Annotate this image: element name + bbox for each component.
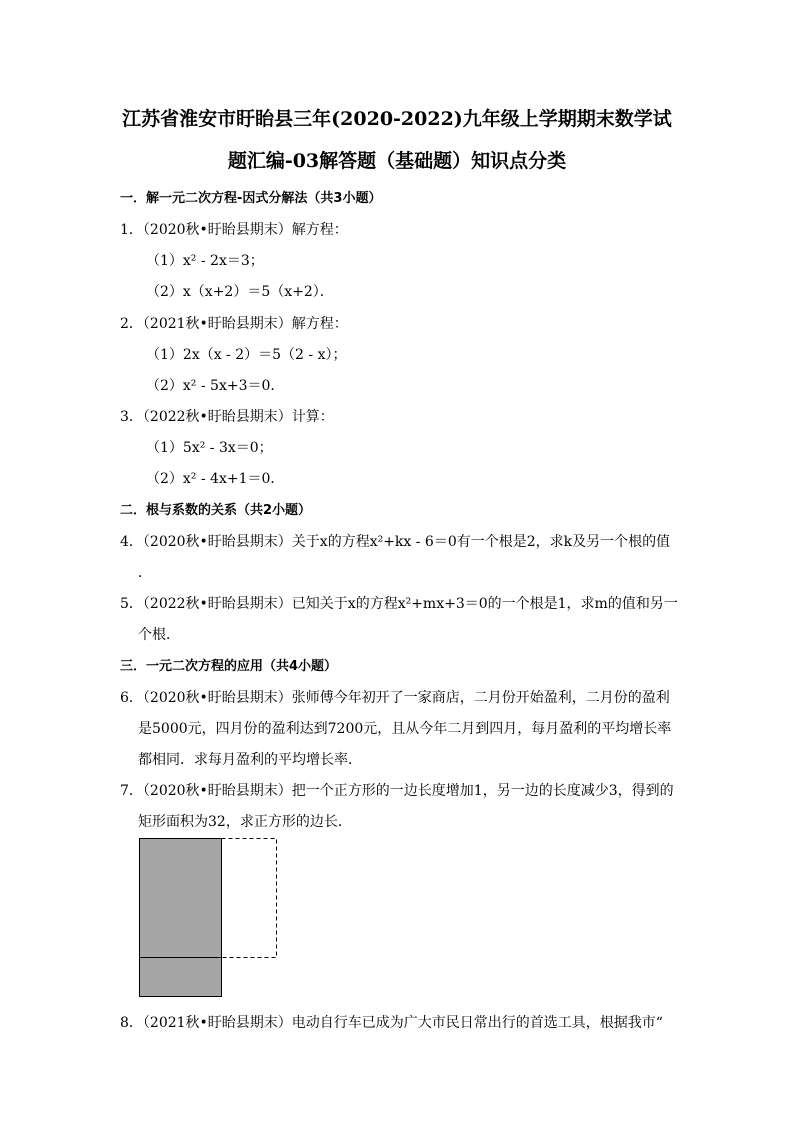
problem-1-stem: 1．（2020秋•盱眙县期末）解方程： xyxy=(120,222,348,238)
problem-2-stem: 2．（2021秋•盱眙县期末）解方程： xyxy=(120,316,348,332)
problem-6-line-3: 都相同．求每月盈利的平均增长率． xyxy=(138,752,362,768)
problem-4-line-1: 4．（2020秋•盱眙县期末）关于x的方程x²+kx - 6＝0有一个根是2，求k及另一个根的值 xyxy=(120,534,671,550)
problem-3-stem: 3．（2022秋•盱眙县期末）计算： xyxy=(120,409,334,425)
section-heading-3: 三．一元二次方程的应用（共4小题） xyxy=(120,659,338,674)
problem-5-line-2: 个根． xyxy=(138,627,180,643)
problem-1-part-1: （1）x² - 2x＝3； xyxy=(146,253,264,269)
dashed-extension xyxy=(222,839,277,958)
problem-3-part-2: （2）x² - 4x+1＝0． xyxy=(146,471,285,487)
problem-2-part-1: （1）2x（x - 2）＝5（2 - x）； xyxy=(146,347,347,363)
problem-6-line-2: 是5000元，四月份的盈利达到7200元，且从今年二月到四月，每月盈利的平均增长率 xyxy=(138,721,672,737)
square-rectangle-figure xyxy=(139,838,279,998)
problem-6-line-1: 6．（2020秋•盱眙县期末）张师傅今年初开了一家商店，二月份开始盈利，二月份的盈利 xyxy=(120,690,670,706)
problem-8-line-1: 8．（2021秋•盱眙县期末）电动自行车已成为广大市民日常出行的首选工具，根据我市“ xyxy=(120,1015,663,1031)
problem-4-line-2: ． xyxy=(138,565,152,581)
problem-3-part-1: （1）5x² - 3x＝0； xyxy=(146,440,273,456)
problem-2-part-2: （2）x² - 5x+3＝0． xyxy=(146,378,285,394)
problem-1-part-2: （2）x（x+2）＝5（x+2）． xyxy=(146,284,334,300)
problem-5-line-1: 5．（2022秋•盱眙县期末）已知关于x的方程x²+mx+3＝0的一个根是1，求m的值和另一 xyxy=(120,596,678,612)
document-title-line-2: 题汇编-03解答题（基础题）知识点分类 xyxy=(227,150,567,172)
problem-7-line-1: 7．（2020秋•盱眙县期末）把一个正方形的一边长度增加1，另一边的长度减少3，得到的 xyxy=(120,783,674,799)
shaded-rectangle xyxy=(140,839,222,997)
section-heading-2: 二．根与系数的关系（共2小题） xyxy=(120,503,312,518)
problem-7-line-2: 矩形面积为32，求正方形的边长． xyxy=(138,814,352,830)
section-heading-1: 一．解一元二次方程-因式分解法（共3小题） xyxy=(120,191,382,206)
document-title-line-1: 江苏省淮安市盱眙县三年(2020-2022)九年级上学期期末数学试 xyxy=(122,108,672,130)
